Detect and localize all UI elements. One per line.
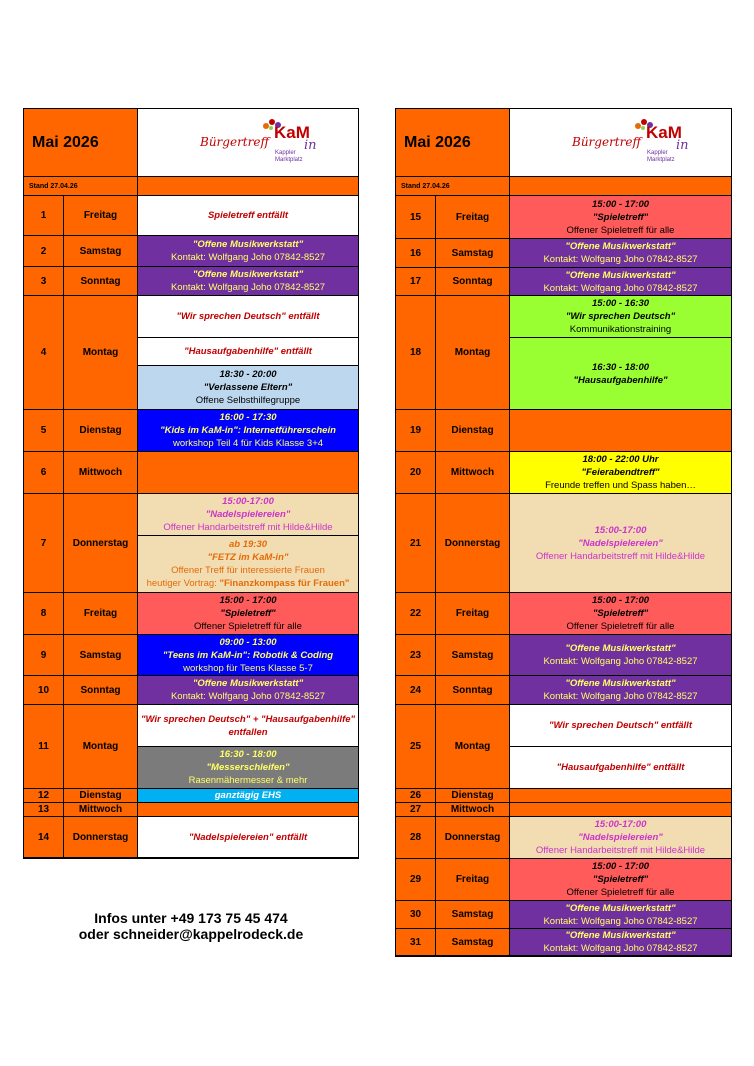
day-number-text: 10	[37, 684, 50, 696]
event-time: 15:00 - 17:00	[591, 198, 650, 210]
day-number	[24, 817, 64, 858]
event-cell	[138, 338, 359, 366]
event-title: "Wir sprechen Deutsch" entfällt	[548, 720, 692, 731]
weekday	[436, 239, 510, 268]
event-cell	[138, 410, 359, 452]
day-number	[24, 593, 64, 635]
contact-phone: Infos unter +49 173 75 45 474	[94, 910, 288, 926]
day-number	[396, 705, 436, 789]
event-desc-2-topic: "Finanzkompass für Frauen"	[219, 578, 350, 589]
event-desc: Offener Spieletreff für alle	[566, 887, 675, 898]
event-title-2: entfallen	[228, 726, 268, 738]
weekday-text: Samstag	[79, 245, 122, 257]
weekday	[64, 593, 138, 635]
weekday	[64, 789, 138, 803]
event-cell-empty	[510, 410, 732, 452]
event-time: 18:00 - 22:00 Uhr	[582, 454, 659, 465]
event-cell	[510, 296, 732, 338]
event-title: "Offene Musikwerkstatt"	[565, 678, 676, 689]
day-number	[396, 296, 436, 410]
event-cell	[138, 236, 359, 267]
weekday-text: Freitag	[455, 608, 490, 619]
event-desc: Kontakt: Wolfgang Joho 07842-8527	[543, 943, 698, 954]
event-cell	[138, 196, 359, 236]
stand-date	[396, 177, 510, 196]
event-title: "Spieletreff"	[592, 211, 649, 223]
calendar-left	[23, 108, 359, 859]
event-cell	[510, 494, 732, 593]
day-number	[396, 410, 436, 452]
logo-sub2: Marktplatz	[647, 157, 675, 163]
weekday	[436, 635, 510, 676]
event-title: "Hausaufgabenhilfe" entfällt	[556, 762, 685, 773]
logo	[510, 109, 732, 177]
event-cell	[138, 676, 359, 705]
day-number	[396, 635, 436, 676]
event-cell	[510, 635, 732, 676]
event-time: 15:00 - 17:00	[591, 861, 650, 872]
event-title: "Wir sprechen Deutsch" entfällt	[176, 311, 320, 322]
day-number	[24, 296, 64, 410]
day-number	[396, 239, 436, 268]
event-title: "Offene Musikwerkstatt"	[192, 678, 304, 689]
logo-kam: KaM	[274, 123, 310, 142]
logo-in: in	[676, 138, 689, 153]
weekday-text: Montag	[454, 741, 491, 752]
weekday-text: Samstag	[451, 247, 494, 259]
weekday	[436, 676, 510, 705]
event-desc: Kontakt: Wolfgang Joho 07842-8527	[170, 252, 326, 263]
weekday	[64, 494, 138, 593]
event-cell	[138, 536, 359, 593]
event-title: "Spieletreff"	[592, 608, 649, 619]
event-title: "Offene Musikwerkstatt"	[565, 241, 676, 252]
weekday-text: Sonntag	[80, 275, 121, 287]
event-cell	[138, 296, 359, 338]
day-number-text: 15	[409, 211, 422, 223]
event-title: "Offene Musikwerkstatt"	[565, 269, 676, 281]
event-title: "Verlassene Eltern"	[203, 382, 293, 393]
weekday-text: Freitag	[83, 210, 118, 221]
event-desc: Offene Selbsthilfegruppe	[195, 395, 301, 406]
day-number-text: 18	[409, 347, 422, 358]
event-title: "Kids im KaM-in": Internetführerschein	[160, 425, 336, 436]
weekday-text: Dienstag	[451, 425, 494, 436]
event-time: 15:00-17:00	[594, 819, 647, 830]
weekday	[436, 196, 510, 239]
stand-filler	[510, 177, 732, 196]
event-title: ganztägig EHS	[214, 790, 282, 801]
event-desc: Kontakt: Wolfgang Joho 07842-8527	[543, 656, 698, 667]
event-desc: Kontakt: Wolfgang Joho 07842-8527	[170, 282, 326, 293]
day-number	[396, 494, 436, 593]
day-number-text: 6	[40, 467, 47, 478]
weekday	[64, 267, 138, 296]
event-title: "Offene Musikwerkstatt"	[565, 643, 676, 654]
event-desc: Kontakt: Wolfgang Joho 07842-8527	[543, 282, 698, 294]
logo-word: Bürgertreff	[200, 135, 269, 149]
event-cell	[510, 859, 732, 901]
event-cell-empty	[138, 452, 359, 494]
event-title: "Hausaufgabenhilfe"	[573, 374, 668, 386]
logo-sub1: Kappler	[647, 150, 668, 156]
event-title: "Hausaufgabenhilfe" entfällt	[184, 346, 312, 357]
event-title: "Wir sprechen Deutsch" + "Hausaufgabenhilfe"	[140, 713, 356, 725]
event-desc: Offener Spieletreff für alle	[566, 224, 675, 236]
stand-filler	[138, 177, 359, 196]
event-cell	[510, 452, 732, 494]
day-number	[24, 196, 64, 236]
logo	[138, 109, 359, 177]
event-cell	[138, 635, 359, 676]
event-desc: Kontakt: Wolfgang Joho 07842-8527	[543, 691, 698, 702]
day-number-text: 13	[37, 804, 50, 815]
day-number-text: 25	[409, 741, 422, 752]
event-desc: Kontakt: Wolfgang Joho 07842-8527	[170, 691, 326, 702]
day-number	[396, 196, 436, 239]
day-number-text: 26	[409, 790, 422, 801]
weekday-text: Dienstag	[79, 425, 122, 436]
event-cell	[138, 705, 359, 747]
event-title: "Nadelspielereien"	[578, 537, 663, 549]
day-number-text: 29	[409, 874, 422, 885]
event-cell-empty	[510, 789, 732, 803]
weekday	[64, 635, 138, 676]
weekday-text: Freitag	[83, 608, 118, 619]
weekday-text: Donnerstag	[444, 537, 501, 549]
event-title: "Teens im KaM-in": Robotik & Coding	[162, 649, 334, 661]
event-cell	[510, 268, 732, 296]
day-number-text: 22	[409, 608, 422, 619]
event-cell	[138, 494, 359, 536]
day-number	[24, 452, 64, 494]
event-desc: Offener Spieletreff für alle	[566, 621, 675, 632]
day-number-text: 16	[409, 247, 422, 259]
day-number-text: 3	[40, 275, 47, 287]
weekday	[64, 803, 138, 817]
weekday	[436, 410, 510, 452]
event-cell	[138, 747, 359, 789]
weekday-text: Freitag	[455, 874, 490, 885]
day-number-text: 27	[409, 804, 422, 815]
day-number	[396, 676, 436, 705]
event-title: "Offene Musikwerkstatt"	[565, 930, 676, 941]
month-title-text: Mai 2026	[32, 134, 99, 151]
event-title: "Nadelspielereien"	[205, 509, 291, 520]
weekday-text: Sonntag	[452, 684, 493, 696]
weekday-text: Donnerstag	[444, 832, 501, 843]
event-time: 15:00 - 17:00	[219, 595, 277, 606]
calendar-right	[395, 108, 732, 957]
weekday	[436, 789, 510, 803]
stand-date-text: Stand 27.04.26	[401, 182, 450, 190]
logo-kam: KaM	[646, 123, 682, 142]
event-desc: Kontakt: Wolfgang Joho 07842-8527	[543, 915, 698, 927]
event-time: 15:00-17:00	[222, 496, 274, 507]
day-number-text: 14	[37, 831, 50, 843]
weekday-text: Mittwoch	[450, 467, 495, 478]
month-title	[396, 109, 510, 177]
weekday-text: Montag	[82, 741, 119, 752]
month-title	[24, 109, 138, 177]
day-number-text: 5	[40, 425, 47, 436]
day-number-text: 28	[409, 832, 422, 843]
event-time: 16:00 - 17:30	[219, 412, 277, 423]
day-number-text: 7	[40, 537, 47, 549]
event-time: 09:00 - 13:00	[219, 636, 277, 648]
weekday	[436, 817, 510, 859]
event-title: "Offene Musikwerkstatt"	[192, 269, 304, 280]
day-number-text: 23	[409, 649, 422, 661]
logo-in: in	[304, 138, 317, 153]
day-number	[396, 268, 436, 296]
event-time: 18:30 - 20:00	[219, 369, 277, 380]
weekday	[436, 494, 510, 593]
day-number-text: 19	[409, 425, 422, 436]
weekday	[436, 859, 510, 901]
weekday	[436, 705, 510, 789]
event-title: "Messerschleifen"	[206, 762, 290, 773]
event-desc: Rasenmähermesser & mehr	[188, 775, 308, 786]
weekday-text: Samstag	[451, 649, 494, 661]
day-number	[396, 803, 436, 817]
event-cell	[510, 747, 732, 789]
event-desc: workshop Teil 4 für Kids Klasse 3+4	[172, 438, 324, 449]
event-time: ab 19:30	[228, 539, 268, 550]
contact-email: oder schneider@kappelrodeck.de	[78, 926, 304, 942]
event-cell	[510, 929, 732, 956]
weekday	[64, 705, 138, 789]
weekday	[436, 452, 510, 494]
event-title: "FETZ im KaM-in"	[207, 552, 289, 563]
event-time: 15:00-17:00	[594, 524, 647, 536]
event-time: 15:00 - 17:00	[591, 595, 650, 606]
day-number	[24, 635, 64, 676]
weekday	[436, 268, 510, 296]
event-cell	[510, 196, 732, 239]
weekday	[64, 236, 138, 267]
day-number	[396, 789, 436, 803]
weekday-text: Mittwoch	[78, 467, 123, 478]
weekday-text: Dienstag	[79, 790, 122, 801]
day-number-text: 11	[38, 741, 49, 752]
event-desc-2-label: heutiger Vortrag:	[146, 578, 220, 589]
event-desc: Kommunikationstraining	[569, 324, 672, 335]
event-cell-empty	[510, 803, 732, 817]
weekday	[436, 593, 510, 635]
weekday-text: Freitag	[455, 211, 490, 223]
event-title: "Feierabendtreff"	[581, 467, 660, 478]
day-number	[24, 676, 64, 705]
stand-date	[24, 177, 138, 196]
event-time: 15:00 - 16:30	[591, 298, 650, 309]
event-desc: Offener Handarbeitstreff mit Hilde&Hilde	[535, 550, 706, 562]
event-title: "Wir sprechen Deutsch"	[565, 311, 676, 322]
day-number	[24, 789, 64, 803]
event-cell-empty	[138, 803, 359, 817]
day-number	[24, 410, 64, 452]
weekday-text: Sonntag	[452, 276, 493, 287]
weekday	[64, 676, 138, 705]
event-cell	[138, 366, 359, 410]
event-cell	[510, 338, 732, 410]
day-number-text: 9	[40, 649, 47, 661]
logo-word: Bürgertreff	[572, 135, 641, 149]
weekday-text: Samstag	[79, 649, 122, 661]
event-title: Spieletreff entfällt	[207, 210, 289, 221]
weekday-text: Donnerstag	[72, 831, 129, 843]
event-cell	[138, 593, 359, 635]
day-number	[396, 817, 436, 859]
logo-sub1: Kappler	[275, 150, 296, 156]
event-desc: Kontakt: Wolfgang Joho 07842-8527	[543, 254, 698, 265]
day-number	[396, 901, 436, 929]
event-cell	[510, 705, 732, 747]
event-title: "Spieletreff"	[592, 874, 649, 885]
weekday-text: Donnerstag	[72, 537, 129, 549]
weekday	[436, 803, 510, 817]
day-number-text: 21	[409, 537, 422, 549]
weekday-text: Mittwoch	[450, 804, 495, 815]
weekday	[64, 196, 138, 236]
event-cell	[138, 817, 359, 858]
weekday	[436, 901, 510, 929]
day-number	[396, 593, 436, 635]
event-title: "Spieletreff"	[220, 608, 276, 619]
event-cell	[510, 901, 732, 929]
day-number-text: 31	[409, 936, 422, 948]
event-time: 16:30 - 18:00	[219, 749, 277, 760]
weekday-text: Montag	[454, 347, 491, 358]
weekday	[64, 452, 138, 494]
day-number	[24, 705, 64, 789]
event-desc: Offener Handarbeitstreff mit Hilde&Hilde	[163, 522, 333, 533]
event-desc: Offener Treff für interessierte Frauen	[171, 565, 325, 576]
day-number-text: 30	[409, 909, 422, 920]
day-number-text: 1	[40, 210, 47, 221]
logo-sub2: Marktplatz	[275, 157, 303, 163]
weekday	[436, 296, 510, 410]
weekday-text: Mittwoch	[78, 804, 123, 815]
event-desc: Freunde treffen und Spass haben…	[545, 480, 696, 491]
day-number	[396, 859, 436, 901]
weekday	[64, 410, 138, 452]
day-number	[24, 267, 64, 296]
weekday-text: Samstag	[451, 909, 494, 920]
event-cell	[510, 239, 732, 268]
event-time: 16:30 - 18:00	[591, 361, 650, 373]
event-title: "Offene Musikwerkstatt"	[192, 239, 304, 250]
day-number	[396, 929, 436, 956]
event-desc-2	[147, 577, 350, 590]
event-cell	[510, 676, 732, 705]
weekday	[64, 817, 138, 858]
weekday	[64, 296, 138, 410]
day-number-text: 24	[409, 684, 422, 696]
day-number	[24, 236, 64, 267]
contact-info	[24, 910, 358, 942]
day-number-text: 12	[37, 790, 50, 801]
event-cell	[510, 593, 732, 635]
day-number-text: 8	[40, 608, 47, 619]
event-title: "Offene Musikwerkstatt"	[565, 902, 676, 914]
weekday-text: Sonntag	[80, 684, 121, 696]
stand-date-text: Stand 27.04.26	[29, 182, 78, 190]
weekday	[436, 929, 510, 956]
weekday-text: Samstag	[451, 936, 494, 948]
day-number	[24, 494, 64, 593]
event-cell	[510, 817, 732, 859]
event-title: "Nadelspielereien"	[578, 832, 663, 843]
event-title: "Nadelspielereien" entfällt	[188, 831, 308, 843]
day-number	[396, 452, 436, 494]
day-number-text: 17	[409, 276, 422, 287]
day-number-text: 2	[40, 245, 47, 257]
event-cell	[138, 789, 359, 803]
day-number-text: 4	[40, 347, 47, 358]
event-desc: Offener Spieletreff für alle	[194, 621, 302, 632]
event-desc: Offener Handarbeitstreff mit Hilde&Hilde	[535, 845, 706, 856]
weekday-text: Montag	[82, 347, 119, 358]
day-number-text: 20	[409, 467, 422, 478]
event-desc: workshop für Teens Klasse 5-7	[183, 662, 313, 674]
weekday-text: Dienstag	[451, 790, 494, 801]
day-number	[24, 803, 64, 817]
month-title-text: Mai 2026	[404, 134, 471, 151]
event-cell	[138, 267, 359, 296]
